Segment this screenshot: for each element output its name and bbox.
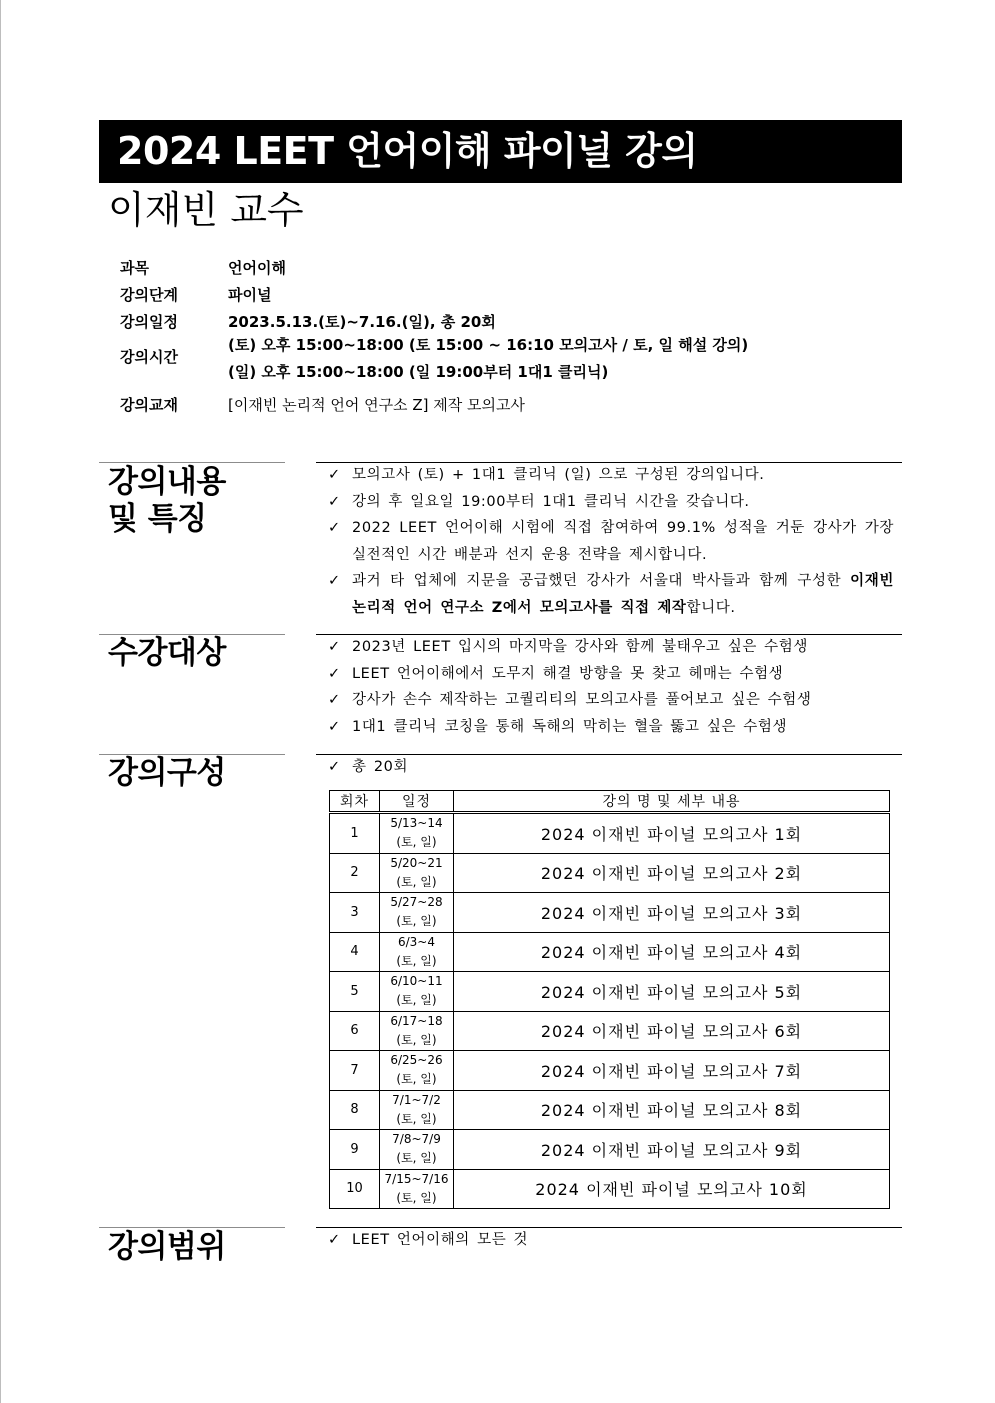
section-title-line: 강의내용 (108, 464, 226, 500)
session-number: 7 (330, 1051, 380, 1091)
subject-value: 언어이해 (228, 259, 286, 277)
section-title-target: 수강대상 (108, 635, 226, 671)
session-date (380, 893, 454, 933)
header-schedule: 일정 (380, 791, 454, 813)
section-title-composition: 강의구성 (108, 755, 226, 791)
table-row (330, 813, 890, 854)
list-item (328, 661, 894, 688)
session-number: 9 (330, 1130, 380, 1170)
time-value-1: (토) 오후 15:00~18:00 (토 15:00 ~ 16:10 모의고사 / 토, 일 해설 강의) (228, 336, 749, 354)
table-row (330, 1011, 890, 1051)
time-value-2: (일) 오후 15:00~18:00 (일 19:00부터 1대1 클리닉) (228, 363, 609, 381)
session-date (380, 1011, 454, 1051)
session-date (380, 932, 454, 972)
table-header-row (330, 791, 890, 813)
date-days: (토, 일) (396, 1190, 437, 1205)
session-date (380, 1130, 454, 1170)
schedule-table (329, 790, 890, 1209)
check-icon: ✓ (328, 1232, 341, 1248)
check-icon: ✓ (328, 639, 341, 655)
textbook-value: [이재빈 논리적 언어 연구소 Z] 제작 모의고사 (228, 396, 525, 414)
check-icon: ✓ (328, 665, 341, 682)
section-divider (99, 1227, 285, 1228)
date-range: 5/27~28 (390, 895, 443, 910)
session-content: 2024 이재빈 파이널 모의고사 1회 (454, 813, 890, 854)
check-icon: ✓ (328, 467, 341, 483)
session-date (380, 1090, 454, 1130)
list-item-text: 과거 타 업체에 지문을 공급했던 강사가 서울대 박사들과 함께 구성한 (352, 573, 851, 589)
list-item (328, 489, 894, 516)
session-number: 1 (330, 813, 380, 854)
session-number: 6 (330, 1011, 380, 1051)
level-value: 파이널 (228, 286, 272, 304)
session-number: 8 (330, 1090, 380, 1130)
table-row (330, 1090, 890, 1130)
list-item (328, 754, 894, 781)
table-row (330, 893, 890, 933)
session-date (380, 1169, 454, 1209)
date-range: 6/3~4 (397, 934, 435, 949)
date-range: 7/15~7/16 (384, 1171, 449, 1186)
list-item (328, 568, 894, 621)
date-days: (토, 일) (396, 1032, 437, 1047)
list-item-text: 합니다. (686, 599, 736, 616)
list-item-text: 2023년 LEET 입시의 마지막을 강사와 함께 불태우고 싶은 수험생 (352, 639, 808, 655)
table-body (330, 813, 890, 1209)
date-days: (토, 일) (396, 1151, 437, 1166)
session-number: 3 (330, 893, 380, 933)
table-row (330, 1169, 890, 1209)
table-row (330, 1051, 890, 1091)
section-divider (99, 462, 285, 463)
date-range: 6/10~11 (390, 974, 443, 989)
date-range: 7/8~7/9 (392, 1132, 441, 1147)
check-icon: ✓ (328, 520, 341, 536)
level-label: 강의단계 (120, 286, 178, 304)
list-item (328, 714, 894, 741)
session-date (380, 1051, 454, 1091)
table-row (330, 972, 890, 1012)
page-edge (0, 0, 1, 1403)
subject-label: 과목 (120, 259, 149, 277)
date-range: 6/17~18 (390, 1013, 443, 1028)
date-days: (토, 일) (396, 993, 437, 1008)
list-item-text: 강사가 손수 제작하는 고퀄리티의 모의고사를 풀어보고 싶은 수험생 (352, 692, 812, 708)
date-range: 7/1~7/2 (392, 1092, 441, 1107)
session-number: 5 (330, 972, 380, 1012)
list-item-text: 강의 후 일요일 19:00부터 1대1 클리닉 시간을 갖습니다. (352, 493, 750, 510)
section-title-features (108, 464, 226, 538)
period-label: 강의일정 (120, 313, 178, 331)
composition-list (328, 754, 894, 781)
list-item-text: 1대1 클리닉 코칭을 통해 독해의 막히는 혈을 뚫고 싶은 수험생 (352, 718, 788, 735)
check-icon: ✓ (328, 718, 341, 735)
section-title-line: 및 특징 (108, 501, 207, 537)
header-content: 강의 명 및 세부 내용 (454, 791, 890, 813)
textbook-label: 강의교재 (120, 396, 178, 414)
header-session: 회차 (330, 791, 380, 813)
check-icon: ✓ (328, 573, 341, 589)
session-content: 2024 이재빈 파이널 모의고사 6회 (454, 1011, 890, 1051)
session-content: 2024 이재빈 파이널 모의고사 9회 (454, 1130, 890, 1170)
list-item (328, 515, 894, 568)
session-number: 10 (330, 1169, 380, 1209)
check-icon: ✓ (328, 759, 341, 775)
date-days: (토, 일) (396, 874, 437, 889)
table-row (330, 853, 890, 893)
check-icon: ✓ (328, 493, 341, 510)
session-date (380, 972, 454, 1012)
list-item (328, 462, 894, 489)
list-item-text: 모의고사 (토) + 1대1 클리닉 (일) 으로 구성된 강의입니다. (352, 467, 765, 483)
date-range: 5/20~21 (390, 855, 443, 870)
list-item (328, 1227, 894, 1254)
session-content: 2024 이재빈 파이널 모의고사 8회 (454, 1090, 890, 1130)
session-content: 2024 이재빈 파이널 모의고사 10회 (454, 1169, 890, 1209)
check-icon: ✓ (328, 692, 341, 708)
session-content: 2024 이재빈 파이널 모의고사 2회 (454, 853, 890, 893)
section-title-scope: 강의범위 (108, 1229, 226, 1265)
date-days: (토, 일) (396, 835, 437, 850)
session-number: 4 (330, 932, 380, 972)
date-days: (토, 일) (396, 1111, 437, 1126)
date-range: 5/13~14 (390, 816, 443, 831)
date-range: 6/25~26 (390, 1053, 443, 1068)
session-content: 2024 이재빈 파이널 모의고사 5회 (454, 972, 890, 1012)
session-number: 2 (330, 853, 380, 893)
date-days: (토, 일) (396, 914, 437, 929)
list-item-text: LEET 언어이해에서 도무지 해결 방향을 못 찾고 헤매는 수험생 (352, 665, 784, 682)
session-date (380, 813, 454, 854)
list-item (328, 634, 894, 661)
list-item-emphasis: 이재빈 논리적 언어 연구소 Z에서 모의고사를 직접 제작 (352, 573, 894, 616)
features-list (328, 462, 894, 621)
scope-list (328, 1227, 894, 1254)
session-content: 2024 이재빈 파이널 모의고사 4회 (454, 932, 890, 972)
table-row (330, 1130, 890, 1170)
period-value: 2023.5.13.(토)~7.16.(일), 총 20회 (228, 313, 496, 331)
list-item-text: LEET 언어이해의 모든 것 (352, 1232, 529, 1248)
date-days: (토, 일) (396, 1072, 437, 1087)
date-days: (토, 일) (396, 953, 437, 968)
page-title: 2024 LEET 언어이해 파이널 강의 (99, 120, 902, 183)
session-content: 2024 이재빈 파이널 모의고사 7회 (454, 1051, 890, 1091)
session-content: 2024 이재빈 파이널 모의고사 3회 (454, 893, 890, 933)
session-date (380, 853, 454, 893)
professor-name: 이재빈 교수 (108, 188, 304, 232)
list-item-text: 총 20회 (352, 759, 409, 775)
table-row (330, 932, 890, 972)
target-list (328, 634, 894, 740)
time-label: 강의시간 (120, 348, 178, 366)
list-item-text: 2022 LEET 언어이해 시험에 직접 참여하여 99.1% 성적을 거둔 강사가 가장 실전적인 시간 배분과 선지 운용 전략을 제시합니다. (352, 520, 894, 563)
list-item (328, 687, 894, 714)
